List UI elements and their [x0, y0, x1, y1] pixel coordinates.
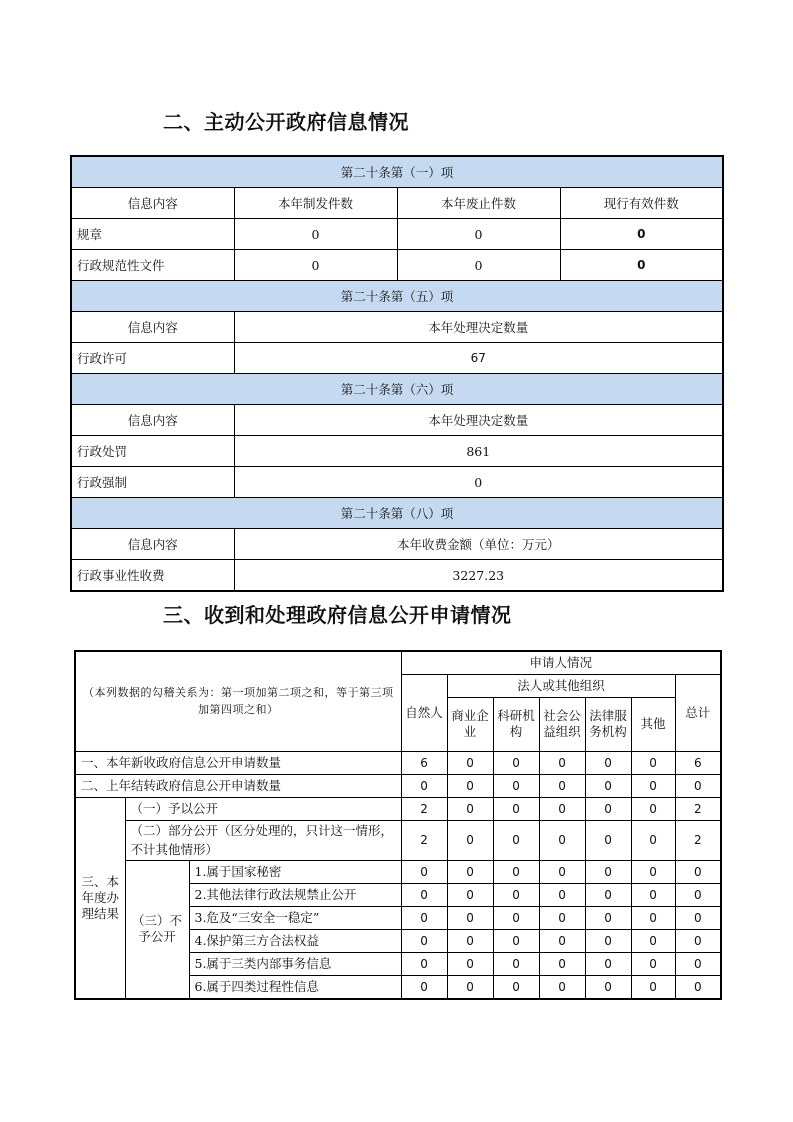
- cell-value: 0: [539, 774, 585, 797]
- cell-value: 0: [585, 820, 631, 860]
- table-row: [71, 560, 723, 592]
- cell-value: 0: [631, 883, 675, 906]
- col-header: 信息内容: [71, 312, 234, 343]
- cell-value: 0: [493, 751, 539, 774]
- cell-value: 0: [585, 751, 631, 774]
- col-header: 本年废止件数: [397, 188, 560, 219]
- cell-value: 0: [585, 906, 631, 929]
- cell-value: 0: [493, 929, 539, 952]
- cell-value: 0: [539, 751, 585, 774]
- row-label: 规章: [71, 219, 234, 250]
- cell-value: 0: [234, 467, 723, 498]
- col-header: 科研机构: [493, 697, 539, 751]
- cell-value: 0: [447, 906, 493, 929]
- cell-value: 0: [493, 952, 539, 975]
- application-table: [74, 650, 722, 1000]
- row-label: 行政处罚: [71, 436, 234, 467]
- col-header: 现行有效件数: [560, 188, 723, 219]
- col-header: 商业企业: [447, 697, 493, 751]
- row-label: 5.属于三类内部事务信息: [189, 952, 401, 975]
- cell-value: 0: [447, 860, 493, 883]
- cell-value: 67: [234, 343, 723, 374]
- row-label: 1.属于国家秘密: [189, 860, 401, 883]
- cell-value: 2: [675, 797, 721, 820]
- cell-value: 0: [585, 860, 631, 883]
- row-label: 4.保护第三方合法权益: [189, 929, 401, 952]
- proactive-disclosure-table: [70, 155, 724, 592]
- cell-value: 0: [539, 929, 585, 952]
- row-label: 一、本年新收政府信息公开申请数量: [75, 751, 401, 774]
- natural-person-header: 自然人: [401, 674, 447, 751]
- cell-value: 0: [675, 929, 721, 952]
- cell-value: 0: [401, 975, 447, 999]
- cell-value: 0: [493, 906, 539, 929]
- cell-value: 0: [675, 883, 721, 906]
- cell-value: 0: [631, 797, 675, 820]
- table-row: [71, 436, 723, 467]
- art6-header: 第二十条第（六）项: [71, 374, 723, 405]
- cell-value: 0: [447, 797, 493, 820]
- cell-value: 0: [560, 219, 723, 250]
- cell-value: 0: [401, 952, 447, 975]
- cell-value: 0: [539, 820, 585, 860]
- col-header: 信息内容: [71, 405, 234, 436]
- cell-value: 0: [675, 906, 721, 929]
- applicant-header: 申请人情况: [401, 651, 721, 674]
- table-row: [75, 820, 721, 860]
- row-label: 6.属于四类过程性信息: [189, 975, 401, 999]
- cell-value: 0: [234, 219, 397, 250]
- cell-value: 0: [493, 860, 539, 883]
- cell-value: 0: [447, 820, 493, 860]
- cell-value: 0: [493, 820, 539, 860]
- table-row: [75, 774, 721, 797]
- cell-value: 0: [539, 883, 585, 906]
- section3-title: 三、收到和处理政府信息公开申请情况: [163, 603, 512, 627]
- row-label: 行政规范性文件: [71, 250, 234, 281]
- cell-value: 0: [560, 250, 723, 281]
- table-row: [71, 219, 723, 250]
- cell-value: 0: [234, 250, 397, 281]
- cell-value: 0: [493, 774, 539, 797]
- cell-value: 0: [631, 774, 675, 797]
- art1-header: 第二十条第（一）项: [71, 156, 723, 188]
- cell-value: 0: [585, 975, 631, 999]
- col-header: 其他: [631, 697, 675, 751]
- cell-value: 0: [675, 774, 721, 797]
- table-row: [75, 860, 721, 883]
- cell-value: 0: [493, 797, 539, 820]
- not-public-label: （三）不予公开: [125, 860, 189, 999]
- cell-value: 0: [675, 952, 721, 975]
- total-header: 总计: [675, 674, 721, 751]
- result-group-label: 三、本年度办理结果: [75, 797, 125, 999]
- cell-value: 0: [447, 929, 493, 952]
- cell-value: 0: [585, 929, 631, 952]
- cell-value: 0: [585, 952, 631, 975]
- cell-value: 0: [675, 860, 721, 883]
- cell-value: 0: [631, 820, 675, 860]
- cell-value: 0: [401, 906, 447, 929]
- cell-value: 2: [401, 820, 447, 860]
- cell-value: 0: [631, 906, 675, 929]
- col-header: 社会公益组织: [539, 697, 585, 751]
- row-label: 行政事业性收费: [71, 560, 234, 592]
- table-row: [75, 751, 721, 774]
- row-label: 二、上年结转政府信息公开申请数量: [75, 774, 401, 797]
- table-row: [71, 467, 723, 498]
- cell-value: 0: [447, 774, 493, 797]
- col-header: 信息内容: [71, 188, 234, 219]
- table-row: [71, 250, 723, 281]
- cell-value: 0: [539, 952, 585, 975]
- legal-group-header: 法人或其他组织: [447, 674, 675, 697]
- cell-value: 0: [539, 860, 585, 883]
- cell-value: 0: [401, 883, 447, 906]
- cell-value: 0: [539, 906, 585, 929]
- row-label: （二）部分公开（区分处理的，只计这一情形，不计其他情形）: [125, 820, 401, 860]
- col-header: 本年制发件数: [234, 188, 397, 219]
- note-cell: （本列数据的勾稽关系为：第一项加第二项之和，等于第三项加第四项之和）: [75, 651, 401, 751]
- table-row: [71, 343, 723, 374]
- cell-value: 0: [447, 975, 493, 999]
- cell-value: 861: [234, 436, 723, 467]
- row-label: 行政强制: [71, 467, 234, 498]
- cell-value: 0: [447, 751, 493, 774]
- cell-value: 0: [493, 975, 539, 999]
- cell-value: 6: [675, 751, 721, 774]
- cell-value: 0: [631, 751, 675, 774]
- cell-value: 0: [539, 797, 585, 820]
- cell-value: 0: [401, 860, 447, 883]
- cell-value: 3227.23: [234, 560, 723, 592]
- cell-value: 0: [401, 774, 447, 797]
- col-header: 本年处理决定数量: [234, 405, 723, 436]
- col-header: 本年收费金额（单位：万元）: [234, 529, 723, 560]
- cell-value: 0: [397, 250, 560, 281]
- row-label: 2.其他法律行政法规禁止公开: [189, 883, 401, 906]
- cell-value: 0: [539, 975, 585, 999]
- col-header: 法律服务机构: [585, 697, 631, 751]
- cell-value: 0: [631, 929, 675, 952]
- cell-value: 0: [675, 975, 721, 999]
- cell-value: 0: [631, 860, 675, 883]
- cell-value: 0: [397, 219, 560, 250]
- cell-value: 0: [447, 883, 493, 906]
- cell-value: 0: [401, 929, 447, 952]
- cell-value: 0: [493, 883, 539, 906]
- art8-header: 第二十条第（八）项: [71, 498, 723, 529]
- cell-value: 2: [401, 797, 447, 820]
- art5-header: 第二十条第（五）项: [71, 281, 723, 312]
- cell-value: 0: [447, 952, 493, 975]
- row-label: 3.危及“三安全一稳定”: [189, 906, 401, 929]
- col-header: 本年处理决定数量: [234, 312, 723, 343]
- cell-value: 0: [585, 774, 631, 797]
- cell-value: 0: [631, 952, 675, 975]
- cell-value: 6: [401, 751, 447, 774]
- cell-value: 0: [631, 975, 675, 999]
- cell-value: 0: [585, 797, 631, 820]
- cell-value: 0: [585, 883, 631, 906]
- cell-value: 2: [675, 820, 721, 860]
- row-label: 行政许可: [71, 343, 234, 374]
- table-row: [75, 797, 721, 820]
- row-label: （一）予以公开: [125, 797, 401, 820]
- section2-title: 二、主动公开政府信息情况: [163, 110, 409, 134]
- col-header: 信息内容: [71, 529, 234, 560]
